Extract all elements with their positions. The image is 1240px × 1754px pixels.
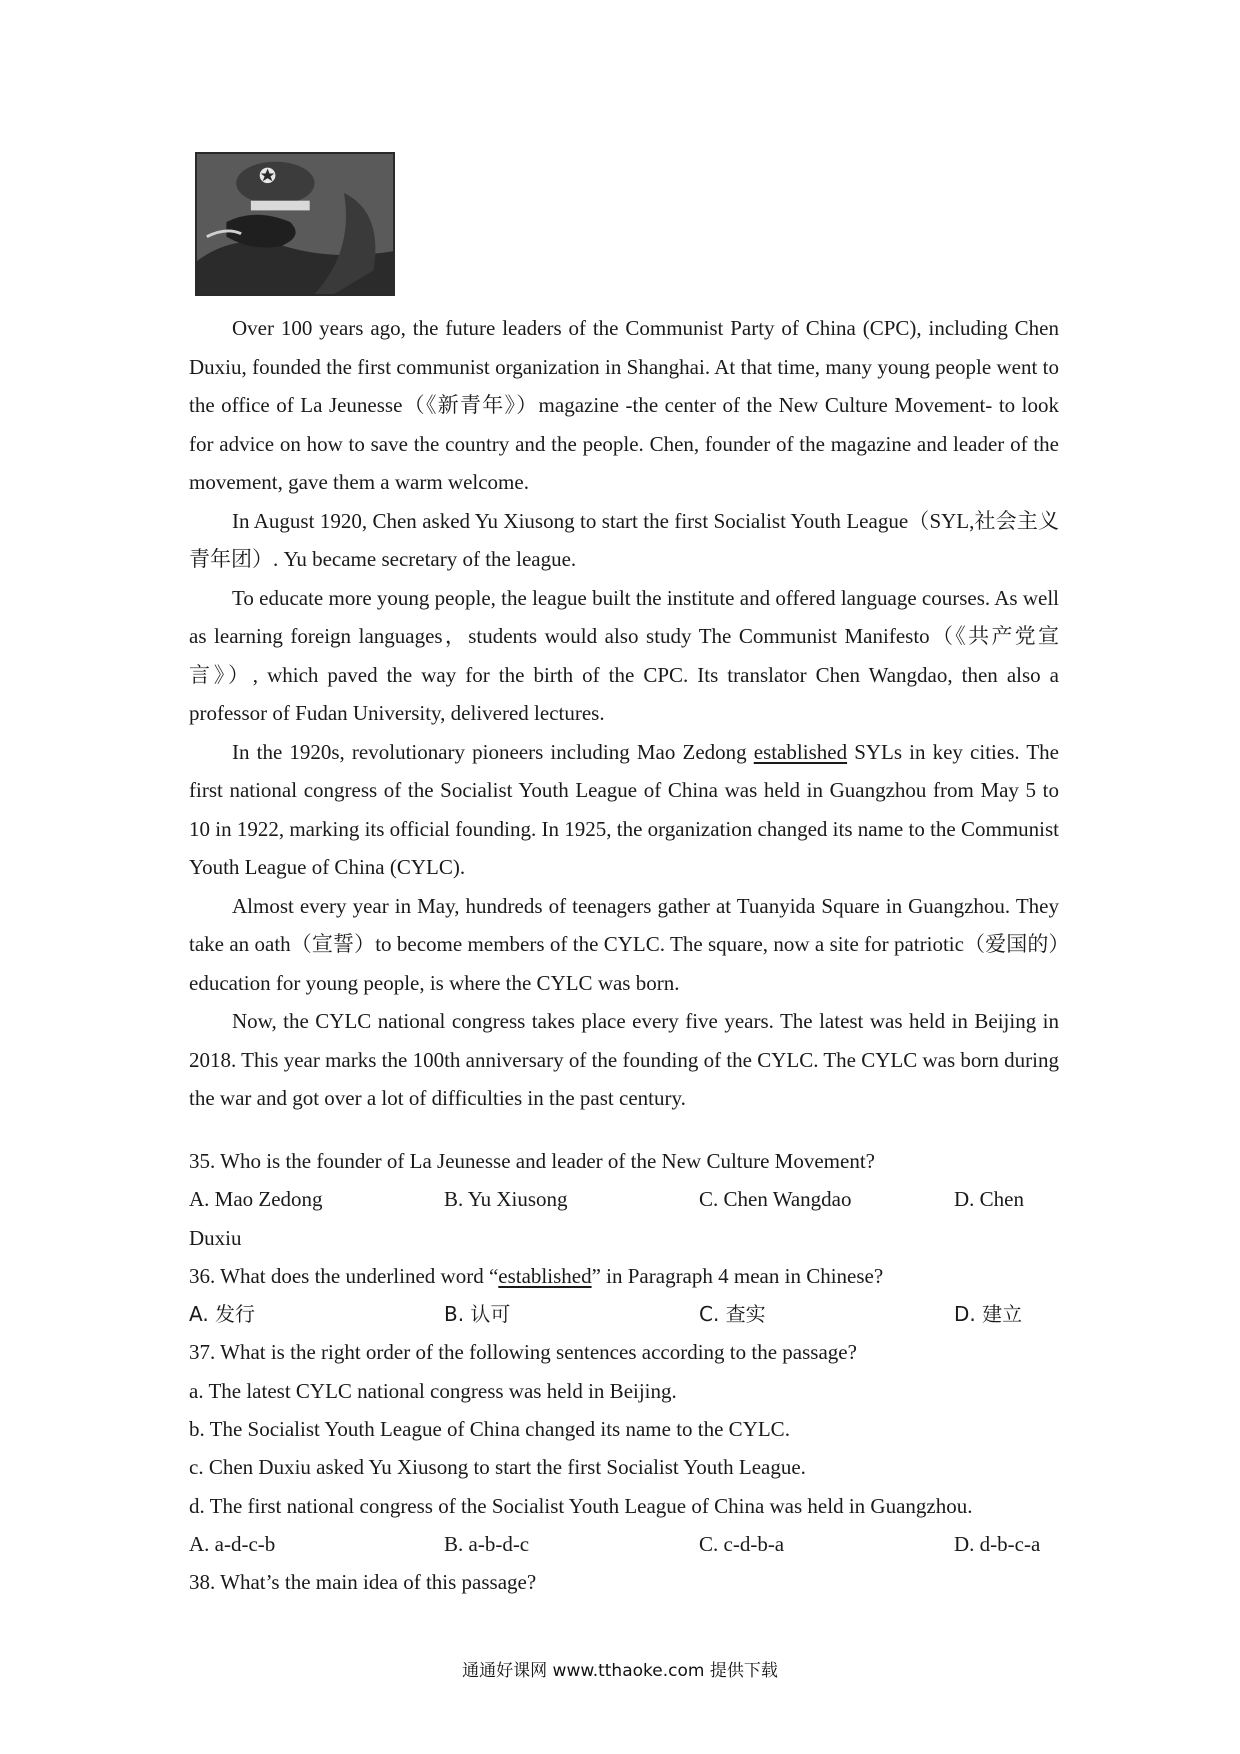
paragraph-6: Now, the CYLC national congress takes place every five years. The latest was held in Beijing in 2018. This year marks the 100th anniversary of the founding of the CYLC. The CYLC was born during the war and got over a lot of difficulties in the past century. xyxy=(189,1009,1059,1110)
cylc-emblem-photo xyxy=(195,152,395,296)
question-37-item-b: b. The Socialist Youth League of China changed its name to the CYLC. xyxy=(189,1417,790,1442)
photo-illustration xyxy=(197,154,393,294)
question-37-options xyxy=(189,1525,1069,1563)
question-35-option-d: D. Chen xyxy=(954,1187,1024,1212)
page-footer: 通通好课网 www.tthaoke.com 提供下载 xyxy=(462,1661,778,1681)
question-35-option-c: C. Chen Wangdao xyxy=(699,1187,852,1212)
question-37-option-a: A. a-d-c-b xyxy=(189,1531,276,1556)
question-35-option-a: A. Mao Zedong xyxy=(189,1187,323,1212)
underlined-word-established: established xyxy=(753,739,848,764)
paragraph-5: Almost every year in May, hundreds of teenagers gather at Tuanyida Square in Guangzhou. They take an oath（宣誓）to become members of the CYLC. The square, now a site for patriotic（爱国的）education for young people, is where the CYLC was born. xyxy=(189,893,1059,995)
question-36-option-b: B. 认可 xyxy=(444,1302,511,1327)
question-36-stem-before: 36. What does the underlined word “ xyxy=(189,1263,499,1288)
question-36-option-c: C. 查实 xyxy=(699,1302,766,1327)
question-36-stem xyxy=(189,1257,1069,1295)
question-37-option-b: B. a-b-d-c xyxy=(444,1531,530,1556)
question-38-stem: 38. What’s the main idea of this passage? xyxy=(189,1570,537,1595)
question-section xyxy=(189,1142,1069,1602)
reading-passage xyxy=(189,309,1059,1118)
paragraph-4-after: SYLs in key cities. The first national congress of the Socialist Youth League of China was held in Guangzhou from May 5 to 10 in 1922, marking its official founding. In 1925, the organization changed its name to the Communist Youth League of China (CYLC). xyxy=(189,739,1060,879)
question-36-options xyxy=(189,1295,1069,1333)
question-37-option-c: C. c-d-b-a xyxy=(699,1531,785,1556)
question-36-underlined-word: established xyxy=(498,1263,592,1288)
paragraph-3: To educate more young people, the league built the institute and offered language courses. As well as learning foreign languages，students would also study The Communist Manifesto（《共产党宣言》）, which paved the way for the birth of the CPC. Its translator Chen Wangdao, then also a professor of Fudan University, delivered lectures. xyxy=(189,585,1059,725)
question-37-item-c: c. Chen Duxiu asked Yu Xiusong to start the first Socialist Youth League. xyxy=(189,1455,806,1480)
question-35-option-d-continued: Duxiu xyxy=(189,1225,242,1250)
paragraph-1: Over 100 years ago, the future leaders of the Communist Party of China (CPC), including Chen Duxiu, founded the first communist organization in Shanghai. At that time, many young people went to the office of La Jeunesse（《新青年》）magazine -the center of the New Culture Movement- to look for advice on how to save the country and the people. Chen, founder of the magazine and leader of the movement, gave them a warm welcome. xyxy=(189,316,1059,494)
question-35-option-b: B. Yu Xiusong xyxy=(444,1187,568,1212)
paragraph-4-before: In the 1920s, revolutionary pioneers including Mao Zedong xyxy=(232,739,754,764)
question-36-option-a: A. 发行 xyxy=(189,1302,256,1327)
question-37-option-d: D. d-b-c-a xyxy=(954,1531,1041,1556)
paragraph-4 xyxy=(189,733,1059,887)
question-37-item-a: a. The latest CYLC national congress was held in Beijing. xyxy=(189,1378,677,1403)
question-37-item-d: d. The first national congress of the Socialist Youth League of China was held in Guangzhou. xyxy=(189,1493,973,1518)
question-36-stem-after: ” in Paragraph 4 mean in Chinese? xyxy=(591,1263,884,1288)
question-36-option-d: D. 建立 xyxy=(954,1302,1023,1327)
question-37-stem: 37. What is the right order of the following sentences according to the passage? xyxy=(189,1340,857,1365)
question-35-options xyxy=(189,1180,1069,1218)
paragraph-2: In August 1920, Chen asked Yu Xiusong to start the first Socialist Youth League（SYL,社会主义青年团）. Yu became secretary of the league. xyxy=(189,508,1059,571)
question-35-stem: 35. Who is the founder of La Jeunesse and leader of the New Culture Movement? xyxy=(189,1149,875,1173)
